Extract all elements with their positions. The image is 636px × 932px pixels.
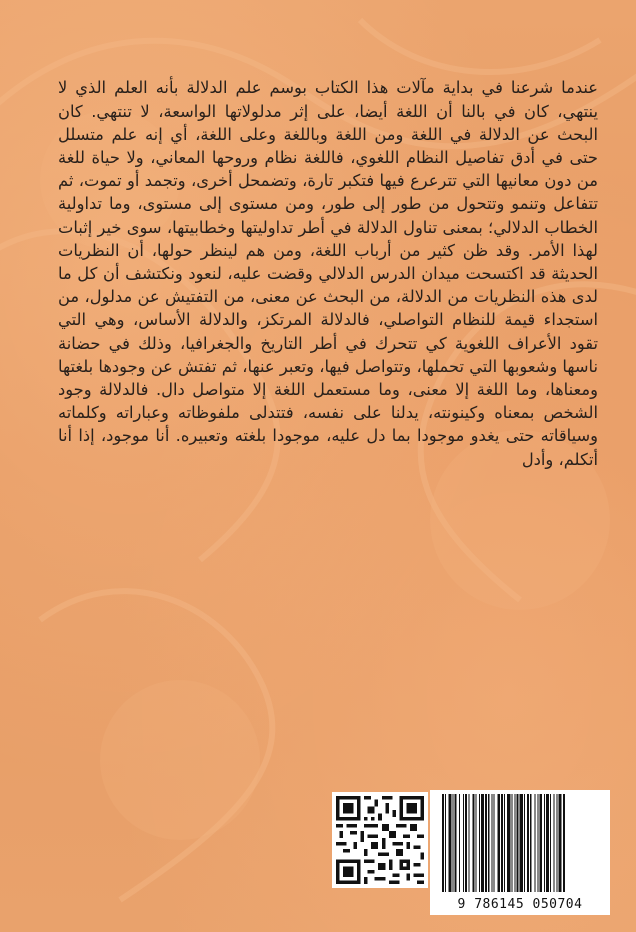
barcode [430, 790, 610, 915]
qr-code[interactable] [332, 792, 428, 888]
barcode-icon [440, 794, 600, 892]
qr-code-icon [336, 796, 424, 884]
isbn-number: 9 786145 050704 [457, 897, 583, 912]
back-cover-paragraph: عندما شرعنا في بداية مآلات هذا الكتاب بوسم علم الدلالة بأنه العلم الذي لا ينتهي، كان في بالنا أن اللغة أيضا، على إثر مدلولاتها الواسعة، لا تنتهي. كان البحث عن الدلالة في اللغة ومن اللغة وباللغة وعلى اللغة، أي إنه علم متسلل حتى في أدق تفاصيل النظام اللغوي، فاللغة نظام وروحها المعاني، ولا حياة للغة من دون معانيها التي تترعرع فيها فتكبر تارة، وتضمحل أخرى، وتجمد أو تموت، ثم تتفاعل وتنمو وتتحول من طور إلى طور، ومن مستوى إلى مستوى، وما تداولية الخطاب الدلالي؛ بمعنى تناول الدلالة في أطر تداوليتها وخطابيتها، سوى خير إثبات لهذا الأمر. وقد ظن كثير من أرباب اللغة، ومن هم لينظر حولها، أن النظريات الحديثة قد اكتسحت ميدان الدرس الدلالي وقضت عليه، لنعود ونكتشف أن كل ما لدى هذه النظريات من الدلالة، من البحث عن معنى، من التفتيش عن مدلول، من استجداء قيمة للنظام التواصلي، فالدلالة المرتكز، والدلالة الأساس، وهي التي تقود الأعراف اللغوية كي تتحرك في أطر التاريخ والجغرافيا، وذلك في حضانة ناسها وشعوبها التي تحملها، وتتواصل فيها، وتعبر عنها، ثم تفتش عن وجودها بلغتها ومعناها، وما اللغة إلا معنى، وما مستعمل اللغة إلا متواصل دال. فالدلالة وجود الشخص بمعناه وكينونته، يدلنا على نفسه، فتتدلى ملفوظاته وعباراته وكلماته وسياقاته حتى يغدو موجودا بما دل عليه، موجودا بلغته وتعبيره. أنا موجود، إذا أنا أتكلم، وأدل [58, 78, 598, 469]
